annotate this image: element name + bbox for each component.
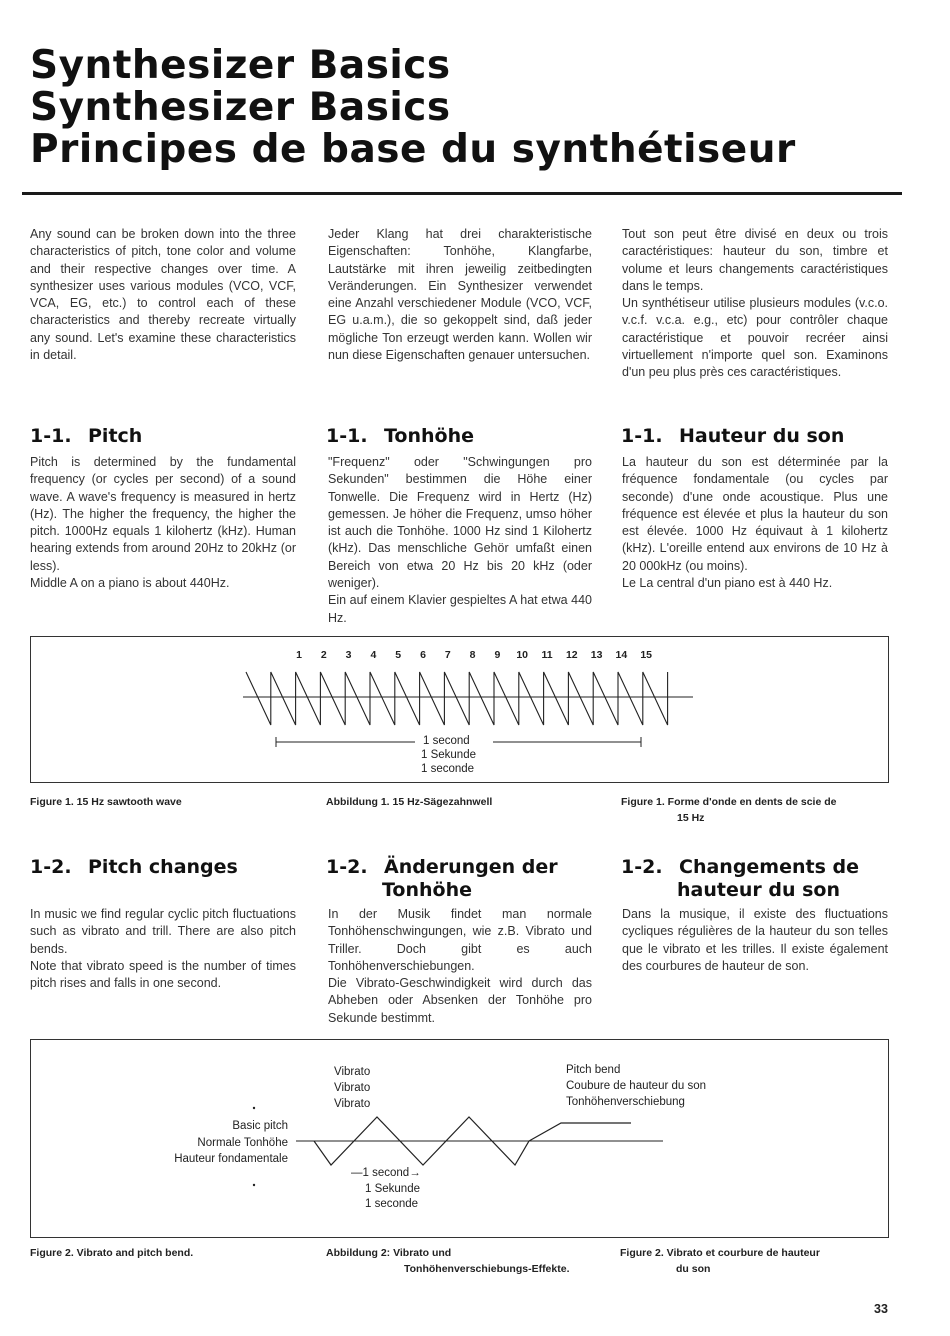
second-label-fr: 1 seconde bbox=[421, 763, 475, 775]
figure-2-caption-de: Abbildung 2: Vibrato und Tonhöhenverschiebungs-Effekte. bbox=[326, 1247, 570, 1275]
pitch-bend-curve bbox=[529, 1123, 631, 1141]
vibrato-label-de: Vibrato bbox=[334, 1082, 371, 1094]
pitch-bend-label-en: Pitch bend bbox=[566, 1064, 621, 1076]
cycle-number: 5 bbox=[395, 649, 402, 661]
cycle-number: 13 bbox=[590, 649, 603, 661]
basic-pitch-label-en: Basic pitch bbox=[232, 1120, 288, 1132]
section-1-1-heading-fr: 1-1. Hauteur du son bbox=[621, 425, 845, 447]
one-second-label-en: —1 second→ bbox=[351, 1167, 421, 1179]
section-1-2-body-de: In der Musik findet man normale Tonhöhenschwingungen, wie z.B. Vibrato und Triller. Doch gibt es auch Tonhöhenverschiebungen. Die Vibrato-Geschwindigkeit wird durch das Abheben oder Absenken der Tonhöhe pro Sekunde bestimmt. bbox=[328, 907, 592, 1025]
intro-de: Jeder Klang hat drei charakteristische Eigenschaften: Tonhöhe, Klangfarbe, Lautstärke mit ihren jeweilig zeitbedingten Veränderungen. Ein Synthesizer verwendet eine Anzahl verschiedener Module (VCO, VCF, EG u.a.m.), die so gekoppelt sind, daß jeder mögliche Ton erzeugt werden kann. Wollen wir nun diese Eigenschaften genauer untersuchen. bbox=[328, 227, 592, 363]
figure-1-svg bbox=[31, 637, 888, 782]
page-number: 33 bbox=[874, 1302, 888, 1316]
cycle-number: 3 bbox=[345, 649, 352, 661]
figure-2-caption-en: Figure 2. Vibrato and pitch bend. bbox=[30, 1247, 194, 1259]
pitch-bend-label-de: Tonhöhenverschiebung bbox=[566, 1096, 685, 1108]
section-1-2-heading-en: 1-2. Pitch changes bbox=[30, 856, 238, 878]
section-1-2-body-fr: Dans la musique, il existe des fluctuations cycliques régulières de la hauteur du son telles que le vibrato et les trilles. Il existe également des courbures de hauteur de son. bbox=[622, 907, 888, 973]
sawtooth-wave bbox=[246, 672, 668, 725]
section-1-1-heading-en: 1-1. Pitch bbox=[30, 425, 143, 447]
intro-fr: Tout son peut être divisé en deux ou trois caractéristiques: hauteur du son, timbre et volume et leurs changements caractéristiques dans le temps. Un synthétiseur utilise plusieurs modules (v.c.o. v.c.f. v.c.a. e.g., etc) pour contrôler chaque caractéristique et pouvoir recréer ainsi virtuellement n'importe quel son. Examinons d'un peu plus près ces caractéristiques. bbox=[622, 227, 888, 380]
cycle-number: 7 bbox=[444, 649, 451, 661]
cycle-number: 9 bbox=[494, 649, 501, 661]
one-second-label-fr: 1 seconde bbox=[365, 1198, 419, 1210]
section-1-2-heading-fr: 1-2. Changements de hauteur du son bbox=[621, 856, 860, 901]
figure-1-caption-fr: Figure 1. Forme d'onde en dents de scie de 15 Hz bbox=[621, 796, 837, 824]
dot-bottom bbox=[253, 1184, 255, 1186]
figure-1-caption-de: Abbildung 1. 15 Hz-Sägezahnwell bbox=[326, 796, 493, 808]
cycle-number: 11 bbox=[541, 649, 553, 661]
cycle-number: 14 bbox=[615, 649, 628, 661]
figure-2-vibrato bbox=[30, 1039, 889, 1238]
cycle-number: 1 bbox=[296, 649, 302, 661]
cycle-numbers bbox=[296, 649, 652, 661]
cycle-number: 4 bbox=[370, 649, 377, 661]
section-1-2-heading-de: 1-2. Änderungen der Tonhöhe bbox=[326, 856, 558, 901]
cycle-number: 6 bbox=[420, 649, 426, 661]
one-second-label-de: 1 Sekunde bbox=[365, 1183, 420, 1195]
basic-pitch-label-de: Normale Tonhöhe bbox=[197, 1137, 288, 1149]
section-1-2-body-en: In music we find regular cyclic pitch fluctuations such as vibrato and trill. There are also pitch bends. Note that vibrato speed is the number of times pitch rises and falls in one second. bbox=[30, 907, 296, 991]
section-1-1-body-de: "Frequenz" oder "Schwingungen pro Sekunden" bestimmen die Höhe einer Tonwelle. Die Frequenz wird in Hertz (Hz) gemessen. Je höher die Frequenz, umso höher ist auch die Tonhöhe. 1000 Hz sind 1 Kilohertz (kHz). Das menschliche Gehör umfaßt einen Bereich von etwa 20 Hz bis 20 kHz (oder weniger). Ein auf einem Klavier gespieltes A hat etwa 440 Hz. bbox=[328, 455, 592, 625]
figure-2-caption-fr: Figure 2. Vibrato et courbure de hauteur du son bbox=[620, 1247, 820, 1275]
second-label-de: 1 Sekunde bbox=[421, 749, 476, 761]
cycle-number: 2 bbox=[320, 649, 327, 661]
section-1-1-body-en: Pitch is determined by the fundamental frequency (or cycles per second) of a sound wave. A wave's frequency is measured in hertz (Hz). The higher the frequency, the higher the pitch. 1000Hz equals 1 kilohertz (kHz). Human hearing extends from around 20Hz to 20kHz (or less). Middle A on a piano is about 440Hz. bbox=[30, 455, 296, 591]
title-rule bbox=[22, 192, 902, 195]
cycle-number: 8 bbox=[469, 649, 476, 661]
section-1-1-body-fr: La hauteur du son est déterminée par la fréquence fondamentale (ou cycles par seconde) d'une onde acoustique. Plus une fréquence est élevée et plus la hauteur du son est élevée. 1000 Hz équivaut à 1 kilohertz (kHz). L'oreille entend aux environs de 10 Hz à 20 000kHz (ou moins). Le La central d'un piano est à 440 Hz. bbox=[622, 455, 888, 591]
page-title-en: Synthesizer Basics bbox=[30, 43, 451, 88]
intro-en: Any sound can be broken down into the three characteristics of pitch, tone color and volume and their respective changes over time. A synthesizer uses various modules (VCO, VCF, VCA, EG, etc.) to control each of these characteristics and thereby recreate virtually any sound. Let's examine these characteristics in detail. bbox=[30, 227, 296, 363]
pitch-bend-label-fr: Coubure de hauteur du son bbox=[566, 1080, 707, 1092]
figure-1-caption-en: Figure 1. 15 Hz sawtooth wave bbox=[30, 796, 182, 808]
page-title-de: Synthesizer Basics bbox=[30, 85, 451, 130]
page-title-fr: Principes de base du synthétiseur bbox=[30, 127, 796, 172]
cycle-number: 12 bbox=[565, 649, 578, 661]
section-1-1-heading-de: 1-1. Tonhöhe bbox=[326, 425, 475, 447]
figure-2-svg bbox=[31, 1040, 888, 1237]
second-label-en: 1 second bbox=[423, 735, 470, 747]
figure-1-sawtooth bbox=[30, 636, 889, 783]
vibrato-label-en: Vibrato bbox=[334, 1066, 371, 1078]
dot-top bbox=[253, 1107, 255, 1109]
cycle-number: 10 bbox=[516, 649, 529, 661]
basic-pitch-label-fr: Hauteur fondamentale bbox=[174, 1153, 288, 1165]
cycle-number: 15 bbox=[640, 649, 653, 661]
vibrato-label-fr: Vibrato bbox=[334, 1098, 371, 1110]
